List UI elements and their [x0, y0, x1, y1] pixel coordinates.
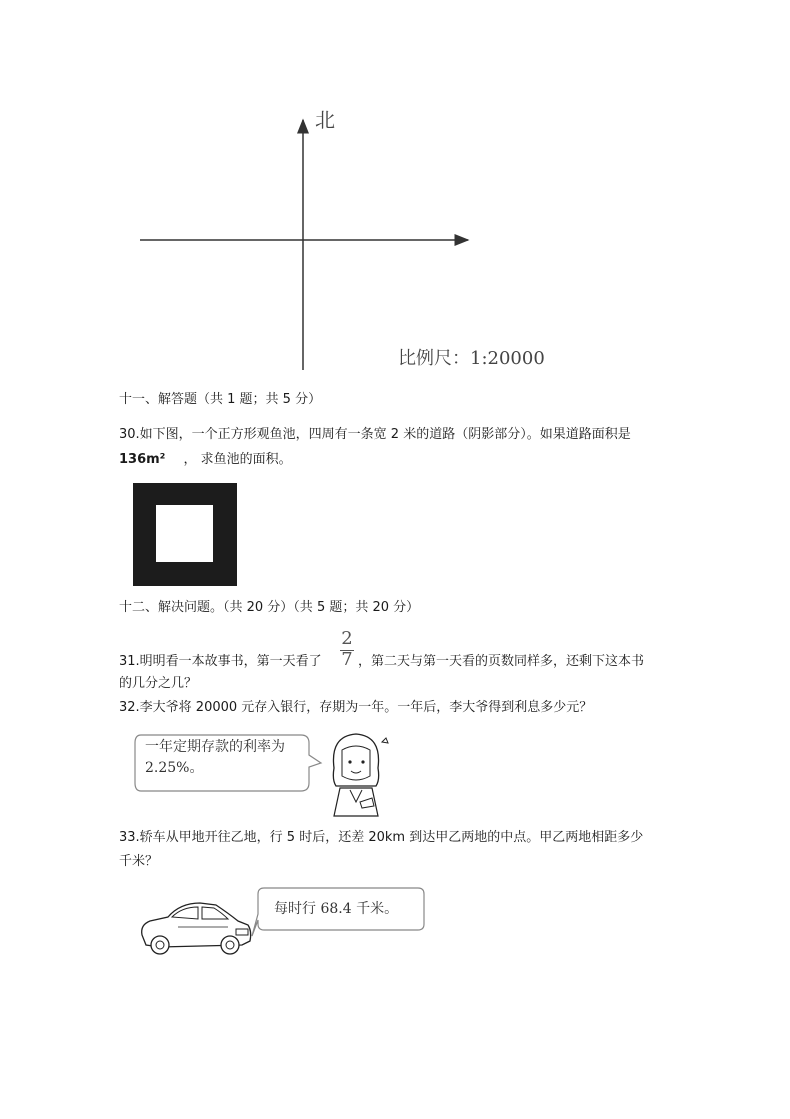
fraction-denominator: 7 — [341, 649, 353, 670]
question-31-line2: 的几分之几？ — [119, 676, 198, 691]
pond-inner-square — [156, 505, 213, 562]
question-30-line1: 30.如下图，一个正方形观鱼池，四周有一条宽 2 米的道路（阴影部分）。如果道路面积是 — [119, 427, 631, 442]
question-32-text: 32.李大爷将 20000 元存入银行，存期为一年。一年后，李大爷得到利息多少元？ — [119, 700, 593, 715]
question-30-line2 — [119, 448, 292, 472]
scale-label-text: 比例尺： — [398, 348, 470, 369]
road-area-value: 136m² — [119, 452, 166, 467]
square-pond-figure — [133, 483, 237, 586]
question-31-part1: 31.明明看一本故事书，第一天看了 — [119, 654, 322, 669]
section-12-heading: 十二、解决问题。（共 20 分）（共 5 题；共 20 分） — [119, 600, 420, 615]
scale-label — [398, 344, 545, 370]
question-33-line1: 33.轿车从甲地开往乙地，行 5 时后，还差 20km 到达甲乙两地的中点。甲乙两地相距多少 — [119, 830, 644, 845]
question-33-line2: 千米？ — [119, 854, 159, 869]
speed-bubble-text: 每时行 68.4 千米。 — [274, 901, 399, 917]
scale-value: 1:20000 — [470, 348, 545, 369]
interest-bubble-line1: 一年定期存款的利率为 — [145, 739, 285, 755]
interest-bubble-line2: 2.25%。 — [145, 760, 204, 776]
north-label: 北 — [315, 108, 335, 132]
direction-axes — [0, 0, 790, 380]
girl-illustration — [320, 728, 392, 820]
question-30-line2-rest: ， 求鱼池的面积。 — [183, 452, 292, 467]
fraction-numerator: 2 — [341, 628, 353, 649]
question-31-part2: ，第二天与第一天看的页数同样多，还剩下这本书 — [358, 654, 645, 669]
section-11-heading: 十一、解答题（共 1 题；共 5 分） — [119, 392, 322, 407]
car-illustration — [138, 895, 254, 963]
